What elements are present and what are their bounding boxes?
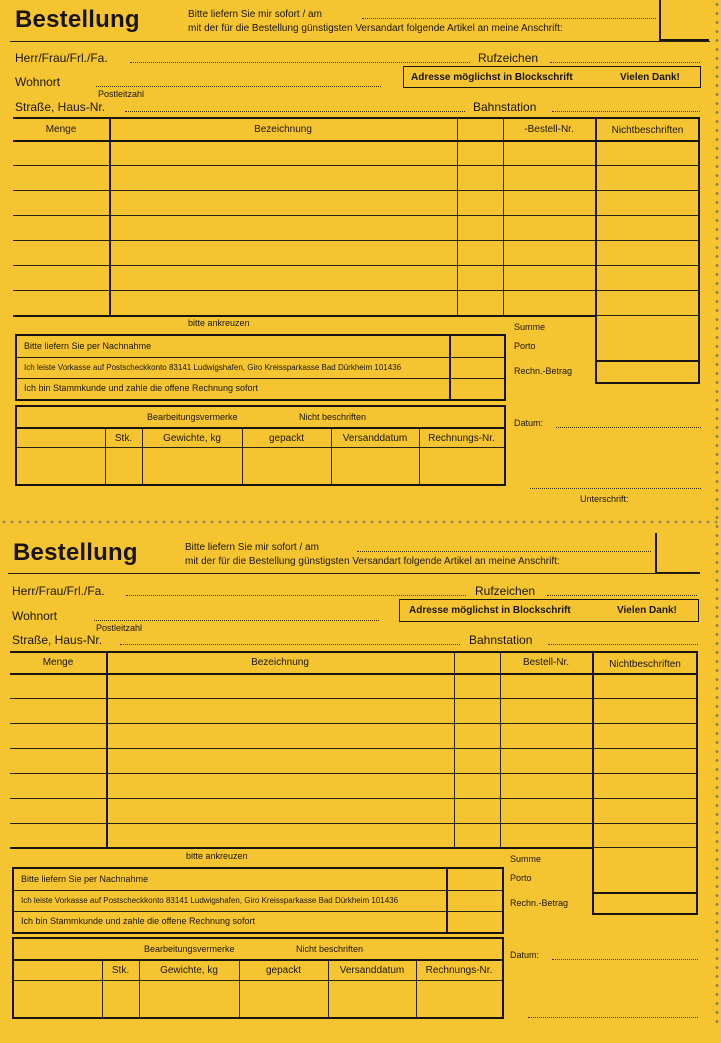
signature-field[interactable] (530, 488, 701, 489)
option-cod: Bitte liefern Sie per Nachnahme (24, 341, 152, 351)
edge-perforation (713, 0, 721, 1024)
tick-label: bitte ankreuzen (188, 318, 250, 328)
postage-label: Porto (510, 873, 532, 883)
station-field[interactable] (548, 644, 698, 645)
intro-line-2: mit der für die Bestellung günstigsten Versandart folgende Artikel an meine Anschrift: (188, 23, 563, 34)
delivery-date-field[interactable] (357, 551, 651, 552)
checkbox-prepay[interactable] (449, 892, 499, 910)
col-qty-header: Menge (42, 657, 74, 668)
option-cod: Bitte liefern Sie per Nachnahme (21, 874, 149, 884)
form-title: Bestellung (13, 539, 138, 566)
perforation-line (0, 517, 721, 527)
processing-label: Bearbeitungsvermerke (147, 412, 238, 422)
processing-box (15, 405, 506, 486)
postcode-label: Postleitzahl (98, 89, 145, 99)
processing-label: Bearbeitungsvermerke (144, 944, 235, 954)
checkbox-regular[interactable] (449, 913, 499, 930)
checkbox-cod[interactable] (449, 871, 499, 889)
option-regular: Ich bin Stammkunde und zahle die offene Rechnung sofort (24, 383, 258, 393)
col-packed: gepackt (268, 433, 305, 444)
payment-options (12, 867, 504, 934)
col-order-no-header: -Bestell-Nr. (524, 124, 574, 135)
no-write-column: Nichtbeschriften (595, 117, 700, 384)
option-prepay: Ich leiste Vorkasse auf Postscheckkonto 83141 Ludwigshafen, Giro Kreissparkasse Bad Dürkheim 101436 (21, 896, 399, 905)
invoice-amount-label: Rechn.-Betrag (510, 898, 569, 908)
order-form-1 (0, 0, 721, 510)
option-prepay: Ich leiste Vorkasse auf Postscheckkonto 83141 Ludwigshafen, Giro Kreissparkasse Bad Dürkheim 101436 (24, 363, 402, 372)
street-label: Straße, Haus-Nr. (12, 633, 103, 647)
date-label: Datum: (510, 950, 540, 960)
phone-label: Rufzeichen (475, 584, 536, 598)
processing-box (12, 937, 504, 1019)
col-pieces: Stk. (114, 433, 133, 444)
name-label: Herr/Frau/Frl./Fa. (12, 584, 105, 598)
invoice-amount-label: Rechn.-Betrag (514, 366, 573, 376)
no-write-column: Nichtbeschriften (592, 651, 698, 915)
street-label: Straße, Haus-Nr. (15, 100, 106, 114)
residence-label: Wohnort (12, 609, 58, 623)
payment-options (15, 334, 506, 401)
option-regular: Ich bin Stammkunde und zahle die offene Rechnung sofort (21, 916, 255, 926)
intro-line-1: Bitte liefern Sie mir sofort / am (185, 542, 319, 553)
name-field[interactable] (126, 595, 466, 596)
sum-label: Summe (514, 322, 546, 332)
col-qty-header: Menge (45, 124, 77, 135)
col-ship-date: Versanddatum (339, 965, 405, 976)
date-field[interactable] (552, 959, 698, 960)
station-field[interactable] (552, 111, 700, 112)
col-weight: Gewichte, kg (163, 433, 221, 444)
col-invoice-no: Rechnungs-Nr. (425, 965, 493, 976)
checkbox-cod[interactable] (452, 338, 502, 356)
station-label: Bahnstation (469, 633, 533, 647)
col-packed: gepackt (265, 965, 302, 976)
processing-note: Nicht beschriften (299, 412, 367, 422)
form-title: Bestellung (15, 6, 140, 33)
street-field[interactable] (120, 644, 460, 645)
residence-field[interactable] (94, 620, 379, 621)
name-field[interactable] (130, 62, 470, 63)
signature-field[interactable] (528, 1017, 698, 1018)
checkbox-regular[interactable] (452, 380, 502, 397)
postcode-label: Postleitzahl (96, 623, 143, 633)
signature-label: Unterschrift: (580, 494, 629, 504)
phone-label: Rufzeichen (478, 51, 539, 65)
street-field[interactable] (125, 111, 465, 112)
col-invoice-no: Rechnungs-Nr. (428, 433, 495, 444)
phone-field[interactable] (550, 62, 700, 63)
order-form-2 (0, 533, 721, 1043)
col-desc-header: Bezeichnung (251, 657, 309, 668)
block-letters-note: Adresse möglichst in Blockschrift Vielen Dank! (403, 66, 701, 88)
intro-line-1: Bitte liefern Sie mir sofort / am (188, 9, 322, 20)
name-label: Herr/Frau/Frl./Fa. (15, 51, 108, 65)
residence-field[interactable] (96, 86, 381, 87)
block-letters-note: Adresse möglichst in Blockschrift Vielen Dank! (399, 599, 699, 622)
station-label: Bahnstation (473, 100, 537, 114)
col-ship-date: Versanddatum (342, 433, 408, 444)
col-order-no-header: Bestell-Nr. (522, 657, 570, 668)
postage-label: Porto (514, 341, 536, 351)
col-desc-header: Bezeichnung (254, 124, 312, 135)
col-weight: Gewichte, kg (160, 965, 218, 976)
date-label: Datum: (514, 418, 544, 428)
delivery-date-field[interactable] (362, 18, 656, 19)
col-pieces: Stk. (111, 965, 130, 976)
tick-label: bitte ankreuzen (186, 851, 248, 861)
processing-note: Nicht beschriften (296, 944, 364, 954)
intro-line-2: mit der für die Bestellung günstigsten Versandart folgende Artikel an meine Anschrift: (185, 556, 560, 567)
residence-label: Wohnort (15, 75, 61, 89)
sum-label: Summe (510, 854, 542, 864)
checkbox-prepay[interactable] (452, 359, 502, 377)
phone-field[interactable] (547, 595, 697, 596)
date-field[interactable] (556, 427, 701, 428)
